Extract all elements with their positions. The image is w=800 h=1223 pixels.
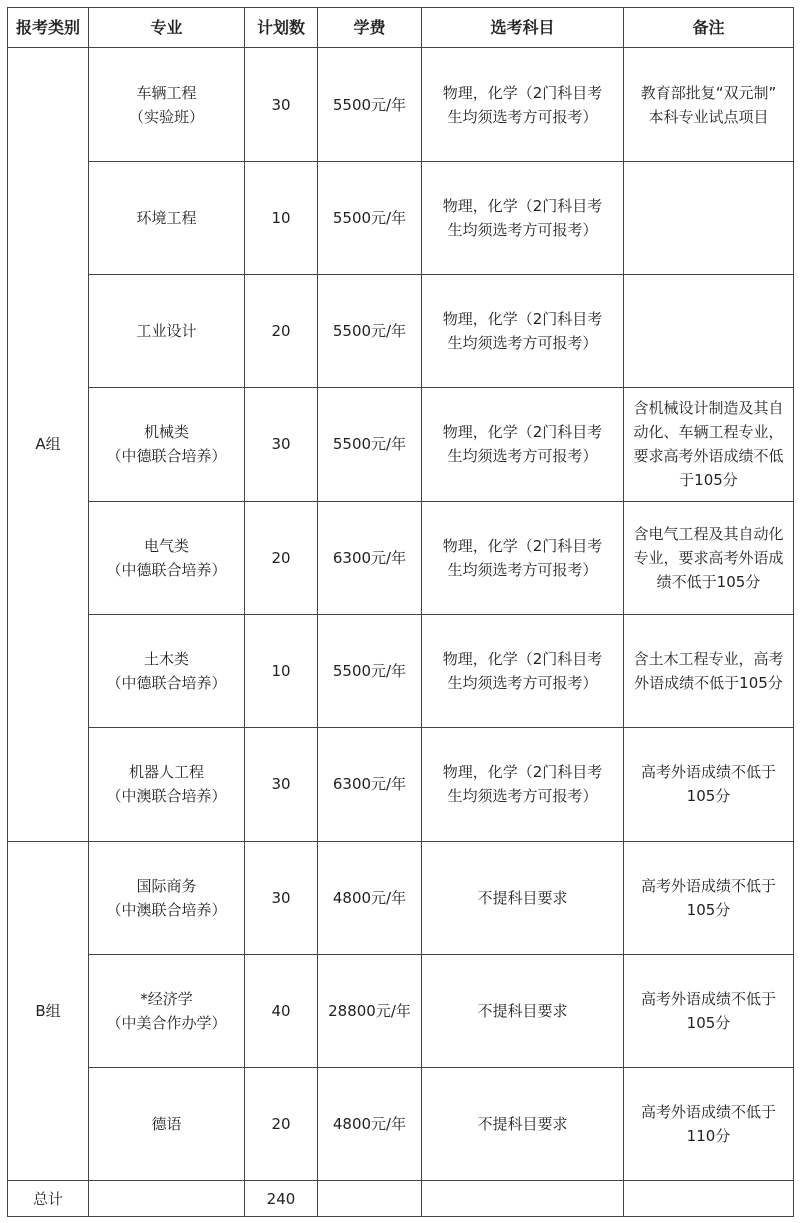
tuition-fee-cell: 5500元/年 [318,275,422,388]
major-program-note: （中澳联合培养） [106,787,227,806]
table-row [8,728,794,841]
subjects-line: 不提科目要求 [477,1115,568,1134]
remark-line: 高考外语成绩不低于 [640,1103,776,1122]
major-program-note: （中德联合培养） [106,560,227,579]
plan-count-cell: 30 [245,841,318,954]
major-program-note: （实验班） [128,107,204,126]
tuition-fee-cell: 6300元/年 [318,501,422,614]
major-cell [89,841,245,954]
subjects-line: 物理，化学（2门科目考 [442,763,603,782]
required-subjects-cell [422,841,624,954]
plan-count-cell: 10 [245,161,318,274]
table-row [8,614,794,727]
major-name: 环境工程 [136,208,197,227]
subjects-line: 生均须选考方可报考） [447,674,598,693]
remark-cell [624,614,794,727]
major-program-note: （中德联合培养） [106,447,227,466]
tuition-fee-cell: 5500元/年 [318,614,422,727]
total-row [8,1181,794,1217]
tuition-fee-cell: 4800元/年 [318,1068,422,1181]
major-program-note: （中德联合培养） [106,674,227,693]
group-cell: A组 [8,48,89,841]
plan-count-cell: 30 [245,388,318,501]
required-subjects-cell [422,388,624,501]
remark-line: 动化、车辆工程专业， [633,423,784,442]
total-empty-cell [422,1181,624,1217]
remark-line: 专业，要求高考外语成 [633,548,784,567]
group-cell: B组 [8,841,89,1181]
subjects-line: 物理，化学（2门科目考 [442,83,603,102]
remark-line: 高考外语成绩不低于 [640,763,776,782]
remark-cell [624,388,794,501]
tuition-fee-cell: 5500元/年 [318,388,422,501]
plan-count-cell: 30 [245,728,318,841]
table-row [8,954,794,1067]
table-body [8,8,794,1217]
required-subjects-cell [422,728,624,841]
major-cell [89,614,245,727]
remark-cell [624,275,794,388]
remark-cell [624,501,794,614]
remark-line: 外语成绩不低于105分 [634,674,783,693]
total-label-cell: 总计 [8,1181,89,1217]
remark-cell [624,728,794,841]
subjects-line: 物理，化学（2门科目考 [442,423,603,442]
remark-line: 110分 [686,1127,731,1146]
column-header: 学费 [318,8,422,48]
tuition-fee-cell: 6300元/年 [318,728,422,841]
remark-line: 教育部批复“双元制” [640,83,777,102]
major-name: 机械类 [143,423,189,442]
tuition-fee-cell: 28800元/年 [318,954,422,1067]
subjects-line: 物理，化学（2门科目考 [442,536,603,555]
subjects-line: 生均须选考方可报考） [447,787,598,806]
tuition-fee-cell: 4800元/年 [318,841,422,954]
subjects-line: 生均须选考方可报考） [447,447,598,466]
remark-line: 高考外语成绩不低于 [640,876,776,895]
column-header: 专业 [89,8,245,48]
tuition-fee-cell: 5500元/年 [318,48,422,161]
table-row [8,48,794,161]
major-name: 车辆工程 [136,83,197,102]
major-name: *经济学 [140,989,193,1008]
table-row [8,1068,794,1181]
table-row [8,388,794,501]
remark-line: 含电气工程及其自动化 [633,524,784,543]
subjects-line: 生均须选考方可报考） [447,107,598,126]
required-subjects-cell [422,1068,624,1181]
major-name: 土木类 [143,650,189,669]
subjects-line: 生均须选考方可报考） [447,334,598,353]
major-cell [89,954,245,1067]
subjects-line: 物理，化学（2门科目考 [442,310,603,329]
plan-count-cell: 20 [245,1068,318,1181]
major-program-note: （中澳联合培养） [106,900,227,919]
total-empty-cell [89,1181,245,1217]
remark-line: 要求高考外语成绩不低 [633,447,784,466]
major-cell [89,275,245,388]
major-cell [89,48,245,161]
remark-line: 高考外语成绩不低于 [640,989,776,1008]
major-name: 机器人工程 [128,763,204,782]
enrollment-plan-table [7,7,794,1217]
remark-line: 本科专业试点项目 [648,107,769,126]
plan-count-cell: 10 [245,614,318,727]
remark-line: 105分 [686,1013,731,1032]
column-header: 报考类别 [8,8,89,48]
column-header: 计划数 [245,8,318,48]
subjects-line: 物理，化学（2门科目考 [442,196,603,215]
remark-line: 含机械设计制造及其自 [633,399,784,418]
remark-line: 105分 [686,900,731,919]
required-subjects-cell [422,954,624,1067]
remark-cell [624,1068,794,1181]
required-subjects-cell [422,614,624,727]
remark-line: 105分 [686,787,731,806]
major-cell [89,1068,245,1181]
remark-line: 于105分 [679,471,738,490]
major-program-note: （中美合作办学） [106,1013,227,1032]
total-empty-cell [624,1181,794,1217]
major-cell [89,388,245,501]
subjects-line: 物理，化学（2门科目考 [442,650,603,669]
major-cell [89,728,245,841]
subjects-line: 不提科目要求 [477,1001,568,1020]
major-name: 国际商务 [136,876,197,895]
column-header: 备注 [624,8,794,48]
major-cell [89,161,245,274]
subjects-line: 不提科目要求 [477,888,568,907]
plan-count-cell: 40 [245,954,318,1067]
total-empty-cell [318,1181,422,1217]
plan-count-cell: 20 [245,275,318,388]
major-name: 工业设计 [136,322,197,341]
required-subjects-cell [422,275,624,388]
required-subjects-cell [422,501,624,614]
total-plan-cell: 240 [245,1181,318,1217]
required-subjects-cell [422,161,624,274]
major-cell [89,501,245,614]
required-subjects-cell [422,48,624,161]
subjects-line: 生均须选考方可报考） [447,220,598,239]
remark-cell [624,161,794,274]
column-header: 选考科目 [422,8,624,48]
table-row [8,501,794,614]
remark-line: 含土木工程专业，高考 [633,650,784,669]
plan-count-cell: 30 [245,48,318,161]
remark-line: 绩不低于105分 [656,572,761,591]
remark-cell [624,954,794,1067]
table-row [8,161,794,274]
plan-count-cell: 20 [245,501,318,614]
header-row [8,8,794,48]
subjects-line: 生均须选考方可报考） [447,560,598,579]
major-name: 电气类 [143,536,189,555]
tuition-fee-cell: 5500元/年 [318,161,422,274]
remark-cell [624,841,794,954]
remark-cell [624,48,794,161]
major-name: 德语 [151,1115,182,1134]
table-row [8,275,794,388]
table-row [8,841,794,954]
